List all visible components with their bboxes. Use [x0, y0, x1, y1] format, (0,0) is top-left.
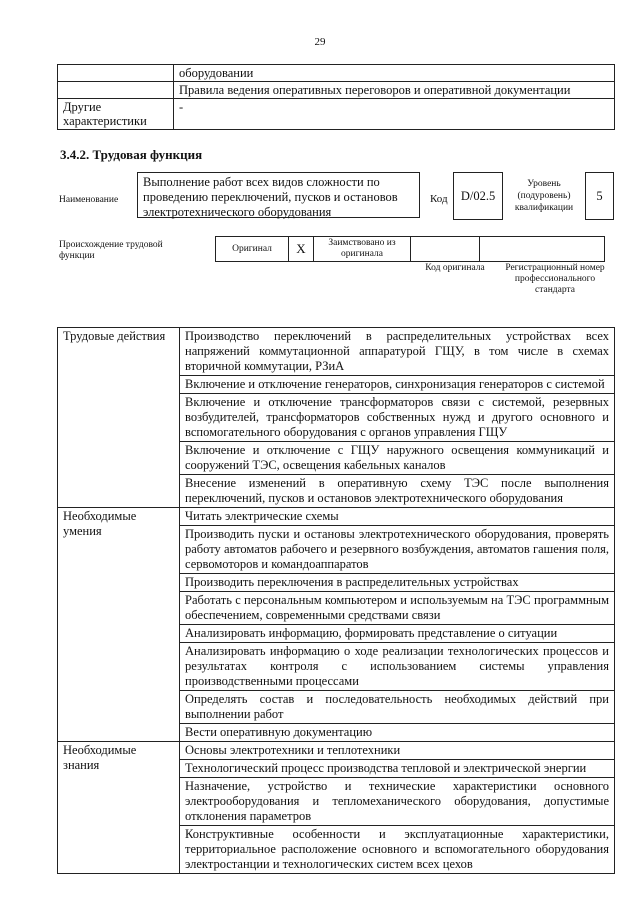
table-cell: Включение и отключение генераторов, синхронизация генераторов с системой: [180, 376, 615, 394]
group-label: Трудовые действия: [58, 328, 180, 508]
table-cell: Правила ведения оперативных переговоров и оперативной документации: [174, 82, 615, 99]
table-cell: Анализировать информацию, формировать представление о ситуации: [180, 625, 615, 643]
borrowed-label: Заимствовано из оригинала: [314, 237, 411, 262]
top-table: [57, 64, 615, 130]
group-label: Необходимые знания: [58, 742, 180, 874]
table-cell: Читать электрические схемы: [180, 508, 615, 526]
level-label: Уровень (подуровень) квалификации: [514, 179, 574, 213]
original-mark: X: [289, 237, 314, 262]
level-box: 5: [585, 172, 614, 220]
table-cell: Анализировать информацию о ходе реализации технологических процессов и результатах контроля с использованием системы управления производственными процессами: [180, 643, 615, 691]
table-cell: Другие характеристики: [58, 99, 174, 130]
function-code-box: D/02.5: [453, 172, 503, 220]
function-name-box: Выполнение работ всех видов сложности по проведению переключений, пусков и остановов электротехнического оборудования: [137, 172, 420, 218]
reg-number-cell: [480, 237, 605, 262]
reg-number-label: Регистрационный номер профессионального стандарта: [505, 263, 605, 295]
main-table: [57, 327, 615, 874]
table-row: [58, 508, 615, 526]
table-cell: Определять состав и последовательность необходимых действий при выполнении работ: [180, 691, 615, 724]
table-cell: -: [174, 99, 615, 130]
page-number: 29: [314, 36, 326, 48]
table-cell: [58, 65, 174, 82]
table-row: [58, 65, 615, 82]
table-row: [58, 328, 615, 376]
code-original-label: Код оригинала: [425, 263, 485, 273]
section-title: 3.4.2. Трудовая функция: [60, 147, 203, 162]
group-label: Необходимые умения: [58, 508, 180, 742]
code-original-cell: [411, 237, 480, 262]
code-label: Код: [430, 193, 448, 205]
table-cell: Технологический процесс производства тепловой и электрической энергии: [180, 760, 615, 778]
table-cell: Внесение изменений в оперативную схему ТЭС после выполнения переключений, пусков и остановов электротехнического оборудования: [180, 475, 615, 508]
table-cell: Назначение, устройство и технические характеристики основного электрооборудования и тепломеханического оборудования, допустимые отклонения параметров: [180, 778, 615, 826]
table-cell: Производить переключения в распределительных устройствах: [180, 574, 615, 592]
table-cell: Основы электротехники и теплотехники: [180, 742, 615, 760]
table-cell: Включение и отключение с ГЩУ наружного освещения коммуникаций и сооружений ТЭС, освещения кабельных каналов: [180, 442, 615, 475]
table-cell: [58, 82, 174, 99]
table-cell: Вести оперативную документацию: [180, 724, 615, 742]
table-cell: Конструктивные особенности и эксплуатационные характеристики, территориальное расположение основного и вспомогательного оборудования электростанции и технологических систем всех цехов: [180, 826, 615, 874]
table-cell: оборудовании: [174, 65, 615, 82]
origin-label: Происхождение трудовой функции: [59, 240, 163, 261]
table-cell: Работать с персональным компьютером и используемым на ТЭС программным обеспечением, современными средствами связи: [180, 592, 615, 625]
table-row: [58, 82, 615, 99]
original-label: Оригинал: [216, 237, 289, 262]
table-row: [58, 742, 615, 760]
table-row: [58, 99, 615, 130]
name-label: Наименование: [59, 195, 119, 205]
table-cell: Производить пуски и остановы электротехнического оборудования, проверять работу автоматов рабочего и резервного возбуждения, автоматов гашения поля, сервомоторов и командоаппаратов: [180, 526, 615, 574]
origin-table: [215, 236, 605, 262]
table-cell: Включение и отключение трансформаторов связи с системой, резервных возбудителей, трансформаторов собственных нужд и другого основного и вспомогательного оборудования с органов управления ГЩУ: [180, 394, 615, 442]
table-cell: Производство переключений в распределительных устройствах всех напряжений коммутационной аппаратурой ГЩУ, в том числе в схемах вторичной коммутации, РЗиА: [180, 328, 615, 376]
